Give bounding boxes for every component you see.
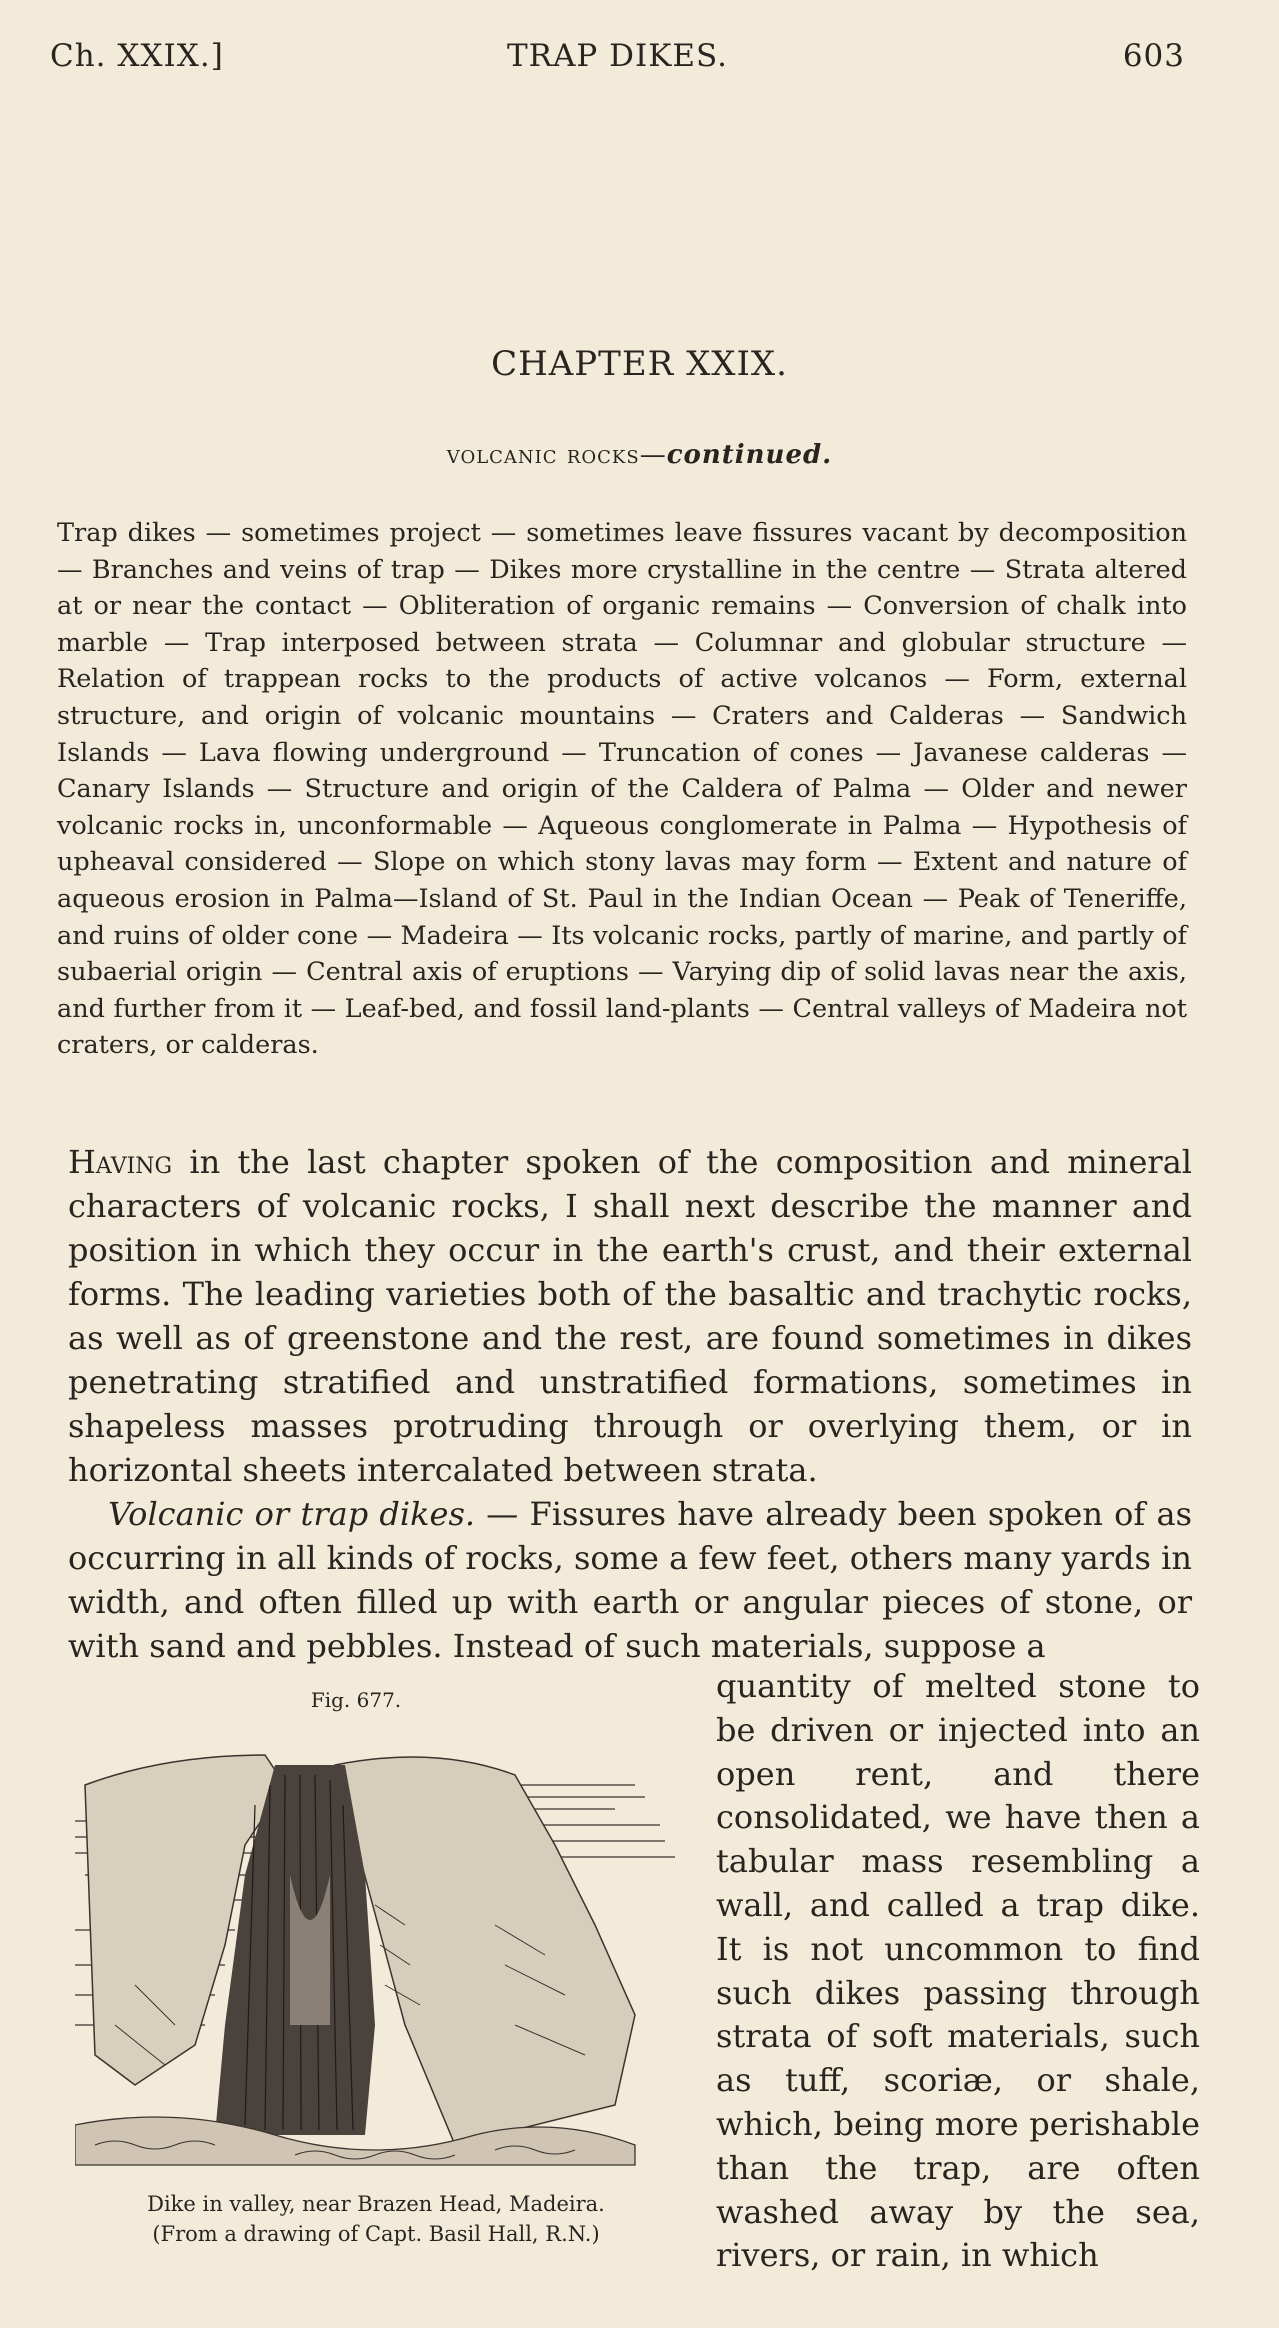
chapter-subtitle	[0, 440, 1279, 470]
chapter-title: CHAPTER XXIX.	[491, 344, 788, 384]
paragraph-2-text: — Fissures have already been spoken of as occurring in all kinds of rocks, some a few feet, others many yards in width, and often filled up with earth or angular pieces of stone, or with sand and pebbles. Instead of such materials, suppose a	[68, 1495, 1193, 1665]
paragraph-1-text: in the last chapter spoken of the composition and mineral characters of volcanic rocks, I shall next describe the manner and position in which they occur in the earth's crust, and their external forms. The leading varieties both of the basaltic and trachytic rocks, as well as of greenstone and the rest, are found sometimes in dikes penetrating stratified and unstratified formations, sometimes in shapeless masses protruding through or overlying them, or in horizontal sheets intercalated between strata.	[68, 1143, 1192, 1489]
subtitle-caps: volcanic rocks	[446, 440, 640, 470]
page-number: 603	[1122, 38, 1185, 74]
figure-caption-line-2: (From a drawing of Capt. Basil Hall, R.N.)	[152, 2222, 600, 2246]
chapter-ref: Ch. XXIX.]	[50, 38, 224, 74]
paragraph-1	[68, 1140, 1192, 1492]
wrapped-text: quantity of melted stone to be driven or injected into an open rent, and there consolidated, we have then a tabular mass resembling a wall, and called a trap dike. It is not uncommon to find such dikes passing through strata of soft materials, such as tuff, scoriæ, or shale, which, being more perishable than the trap, are often washed away by the sea, rivers, or rain, in which	[716, 1667, 1200, 2275]
dike-illustration	[75, 1725, 695, 2185]
paragraph-2	[68, 1492, 1192, 1668]
summary-text: Trap dikes — sometimes project — sometimes leave fissures vacant by decomposition — Branches and veins of trap — Dikes more crystalline in the centre — Strata altered at or near the contact — Obliteration of organic remains — Conversion of chalk into marble — Trap interposed between strata — Columnar and globular structure — Relation of trappean rocks to the products of active volcanos — Form, external structure, and origin of volcanic mountains — Craters and Calderas — Sandwich Islands — Lava flowing underground — Truncation of cones — Javanese calderas — Canary Islands — Structure and origin of the Caldera of Palma — Older and newer volcanic rocks in, unconformable — Aqueous conglomerate in Palma — Hypothesis of upheaval considered — Slope on which stony lavas may form — Extent and nature of aqueous erosion in Palma—Island of St. Paul in the Indian Ocean — Peak of Teneriffe, and ruins of older cone — Madeira — Its volcanic rocks, partly of marine, and partly of subaerial origin — Central axis of eruptions — Varying dip of solid lavas near the axis, and further from it — Leaf-bed, and fossil land-plants — Central valleys of Madeira not craters, or calderas.	[57, 518, 1187, 1061]
paragraph-1-lead: Having	[68, 1143, 173, 1181]
wrapped-paragraph	[716, 1665, 1200, 2278]
subtitle-dash: —	[639, 440, 667, 470]
figure-caption-line-1: Dike in valley, near Brazen Head, Madeira.	[147, 2192, 605, 2216]
running-head	[50, 38, 1185, 82]
body-text	[68, 1140, 1192, 1668]
paragraph-2-heading: Volcanic or trap dikes.	[108, 1495, 476, 1533]
figure-label: Fig. 677.	[310, 1688, 402, 1712]
chapter-summary	[57, 515, 1187, 1064]
subtitle-italic: continued.	[666, 440, 833, 470]
figure-caption	[40, 2189, 712, 2249]
running-title: TRAP DIKES.	[507, 38, 728, 74]
